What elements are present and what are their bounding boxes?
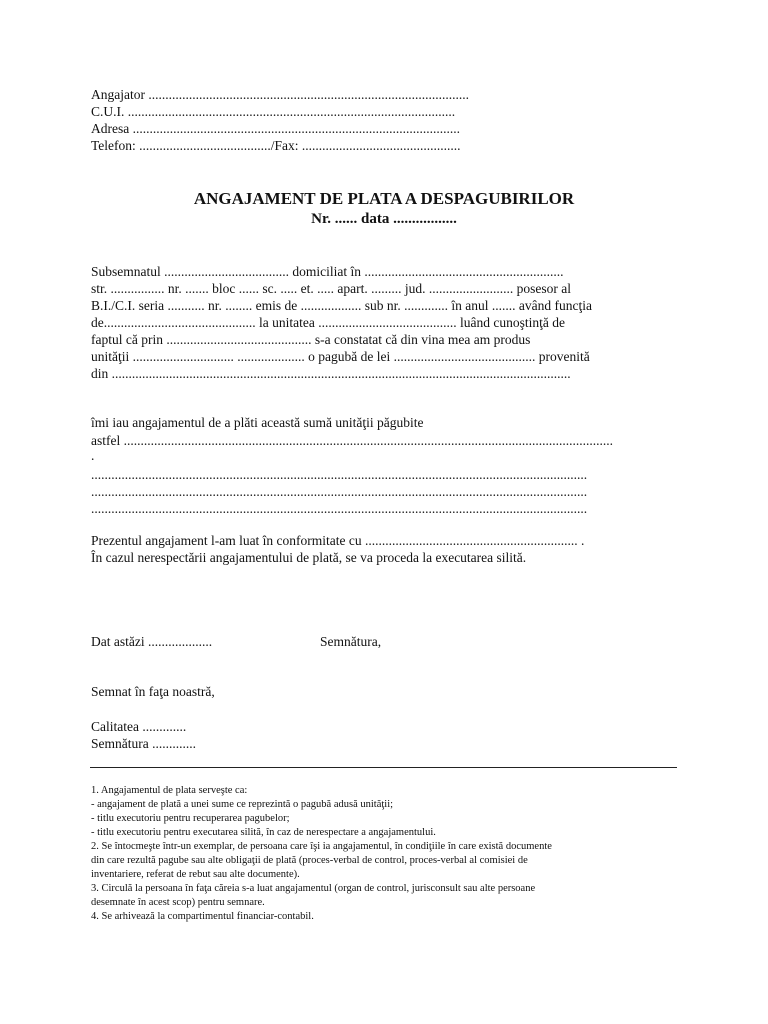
footnote-line: - titlu executoriu pentru recuperarea pagubelor; [91,813,290,824]
witness-label: Semnat în faţa noastră, [91,684,215,699]
declaration-line: B.I./C.I. seria ........... nr. ........ emis de .................. sub nr. ............. în anul ....... având funcţia [91,298,592,313]
declaration-line: faptul că prin ........................................... s-a constatat că din vina mea am produs [91,332,531,347]
commitment-line: astfel ................................................................................................................................................. [91,433,613,448]
declaration-line: str. ................ nr. ....... bloc ...... sc. ..... et. ..... apart. ......... jud. ......................... posesor al [91,281,571,296]
footnote-line: - angajament de plată a unei sume ce reprezintă o pagubă adusă unităţii; [91,799,394,810]
footnote-line: 4. Se arhivează la compartimentul financiar-contabil. [91,911,314,922]
footnote-line: inventariere, referat de rebut sau alte documente). [91,869,300,880]
footnote-line: 1. Angajamentul de plata serveşte ca: [91,785,248,796]
declaration-line: unităţii .............................. .................... o pagubă de lei .......................................... provenită [91,349,590,364]
date-field: Dat astăzi ................... [91,634,213,649]
phone-fax-field: Telefon: ......................................./Fax: ............................................... [91,138,461,153]
document-number: Nr. ...... data ................. [311,211,457,227]
declaration-line: din ........................................................................................................................................ [91,366,571,381]
footnote-line: 3. Circulă la persoana în faţa căreia s-a luat angajamentul (organ de control, jurisconsult sau alte persoane [91,883,536,894]
footnote-line: desemnate în acest scop) pentru semnare. [91,897,265,908]
footnote-line: - titlu executoriu pentru executarea silită, în caz de nerespectare a angajamentului. [91,827,436,838]
conformity-line: În cazul nerespectării angajamentului de plată, se va proceda la executarea silită. [91,550,527,565]
commitment-line: . [91,448,95,463]
commitment-line: ................................................................................................................................................... [91,484,588,499]
declaration-line: Subsemnatul ..................................... domiciliat în ........................................................... [91,264,564,279]
address-field: Adresa ................................................................................................. [91,121,460,136]
conformity-line: Prezentul angajament l-am luat în conformitate cu ............................................................... . [91,533,585,548]
commitment-line: ................................................................................................................................................... [91,501,588,516]
signature-field: Semnătura, [320,634,382,649]
document-title: ANGAJAMENT DE PLATA A DESPAGUBIRILOR [193,189,575,208]
employer-field: Angajator ............................................................................................... [91,87,469,102]
commitment-line: îmi iau angajamentul de a plăti această sumă unităţii păgubite [91,415,424,430]
footnote-line: din care rezultă pagube sau alte obligaţii de plată (proces-verbal de control, proces-verbal al comisiei de [91,855,528,866]
cui-field: C.U.I. ................................................................................................. [91,104,456,119]
footnote-divider [90,767,677,768]
declaration-line: de............................................. la unitatea ......................................... luând cunoştinţă de [91,315,565,330]
quality-field: Calitatea ............. [91,719,187,734]
commitment-line: ................................................................................................................................................... [91,467,588,482]
witness-signature-field: Semnătura ............. [91,736,196,751]
footnote-line: 2. Se întocmeşte într-un exemplar, de persoana care îşi ia angajamentul, în condiţiile în care există documente [91,841,552,852]
